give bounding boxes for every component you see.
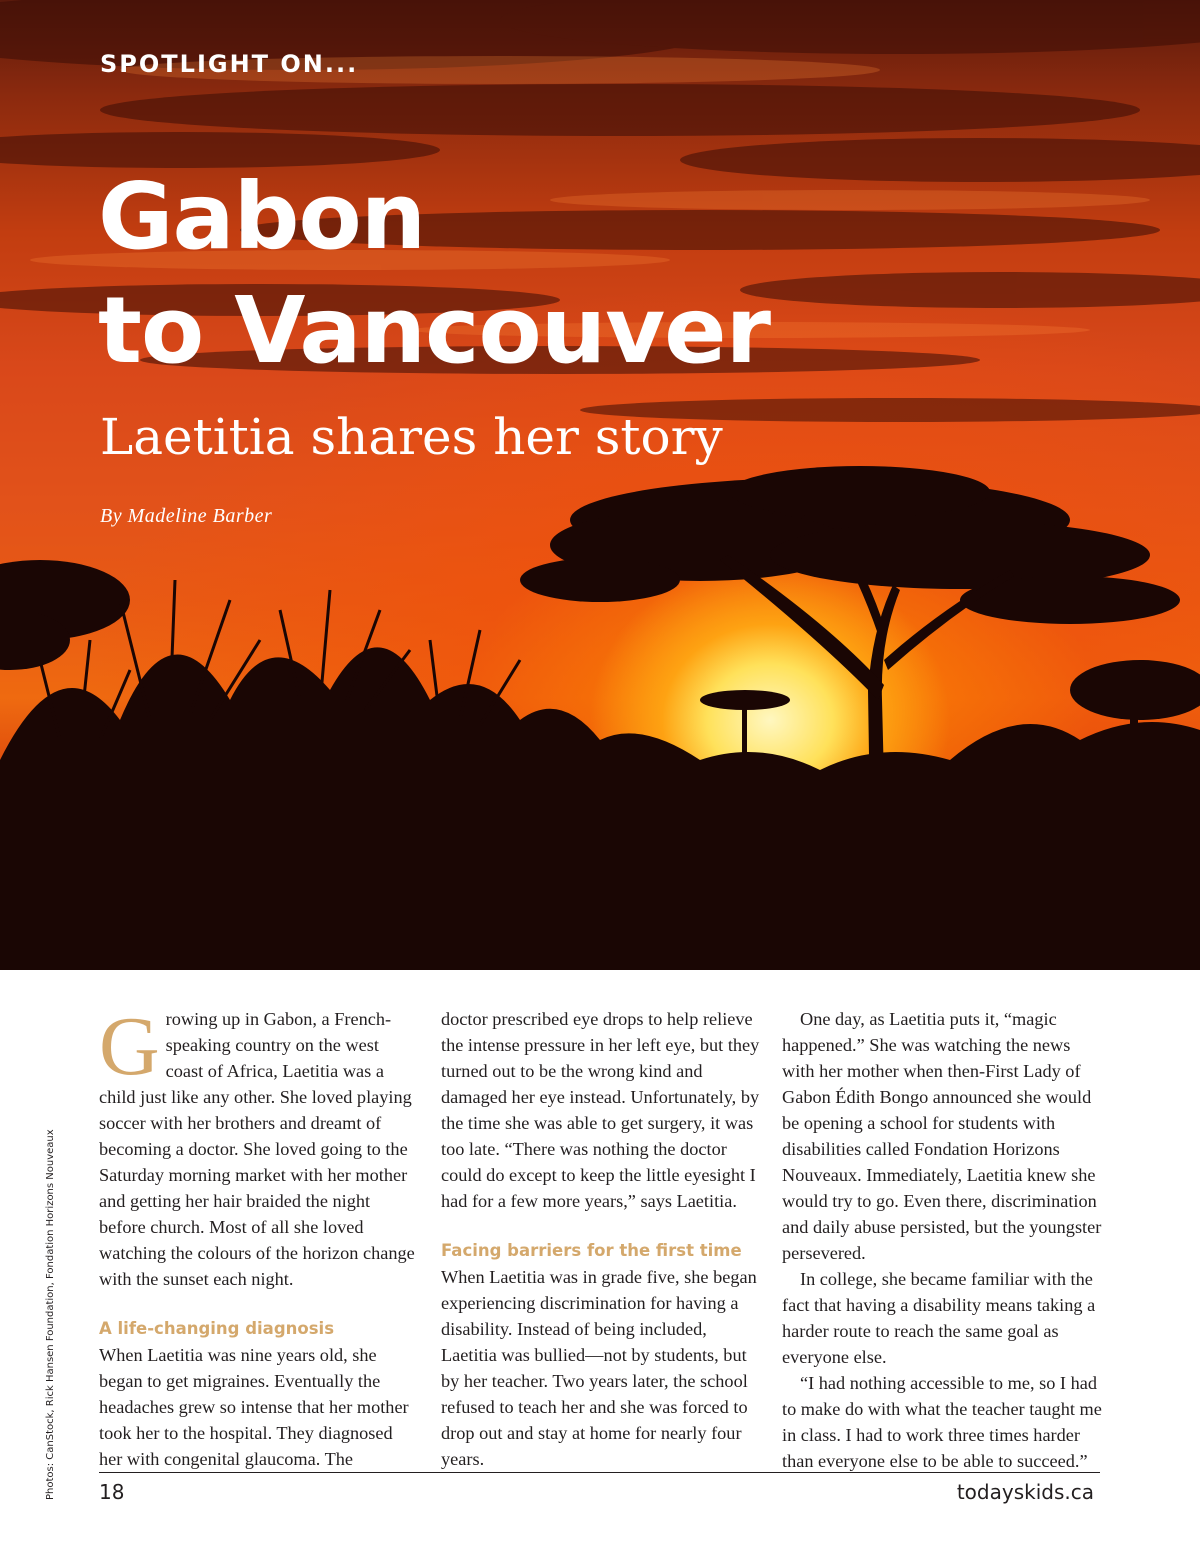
article-column-1 (99, 1000, 419, 1472)
title-line-1: Gabon (98, 163, 426, 270)
subhead-diagnosis: A life-changing diagnosis (99, 1319, 335, 1338)
article-column-3 (782, 1006, 1107, 1474)
article-column-2 (441, 1006, 761, 1472)
paragraph-quote: “I had nothing accessible to me, so I had to make do with what the teacher taught me in class. I had to work three times harder than everyone else to be able to succeed.” (782, 1373, 1102, 1471)
intro-paragraph (99, 1000, 419, 1292)
paragraph-barriers: When Laetitia was in grade five, she began experiencing discrimination for having a disability. Instead of being included, Laetitia was bullied—not by students, but by her teacher. Two years later, the school refused to teach her and she was forced to drop out and stay at home for nearly four years. (441, 1267, 757, 1469)
paragraph-magic: One day, as Laetitia puts it, “magic happened.” She was watching the news with her mother when then-First Lady of Gabon Édith Bongo announced she would be opening a school for students with disabilities called Fondation Horizons Nouveaux. Immediately, Laetitia knew she would try to go. Even there, discrimination and daily abuse persisted, but the youngster persevered. (782, 1009, 1102, 1263)
article-subtitle: Laetitia shares her story (100, 408, 723, 466)
byline: By Madeline Barber (100, 505, 273, 527)
section-kicker: SPOTLIGHT ON... (100, 50, 359, 78)
paragraph-eye-drops: doctor prescribed eye drops to help relieve the intense pressure in her left eye, but they turned out to be the wrong kind and damaged her eye instead. Unfortunately, by the time she was able to get surgery, it was too late. “There was nothing the doctor could do except to keep the little eyesight I had for a few more years,” says Laetitia. (441, 1009, 760, 1211)
drop-cap: G (99, 1000, 160, 1093)
intro-text: rowing up in Gabon, a French-speaking country on the west coast of Africa, Laetitia was a child just like any other. She loved playing soccer with her brothers and dreamt of becoming a doctor. She loved going to the Saturday morning market with her mother and getting her hair braided the night before church. Most of all she loved watching the colours of the horizon change with the sunset each night. (99, 1009, 415, 1289)
paragraph-college: In college, she became familiar with the fact that having a disability means taking a harder route to reach the same goal as everyone else. (782, 1269, 1096, 1367)
subhead-barriers: Facing barriers for the first time (441, 1241, 742, 1260)
footer-rule (99, 1472, 1100, 1473)
page-number: 18 (99, 1480, 125, 1504)
paragraph-diagnosis: When Laetitia was nine years old, she began to get migraines. Eventually the headaches grew so intense that her mother took her to the hospital. They diagnosed her with congenital glaucoma. The (99, 1345, 409, 1469)
photo-credit: Photos: CanStock, Rick Hansen Foundation, Fondation Horizons Nouveaux (45, 1129, 56, 1500)
site-url: todayskids.ca (956, 1480, 1094, 1504)
article-title (98, 160, 770, 388)
title-line-2: to Vancouver (98, 277, 770, 384)
